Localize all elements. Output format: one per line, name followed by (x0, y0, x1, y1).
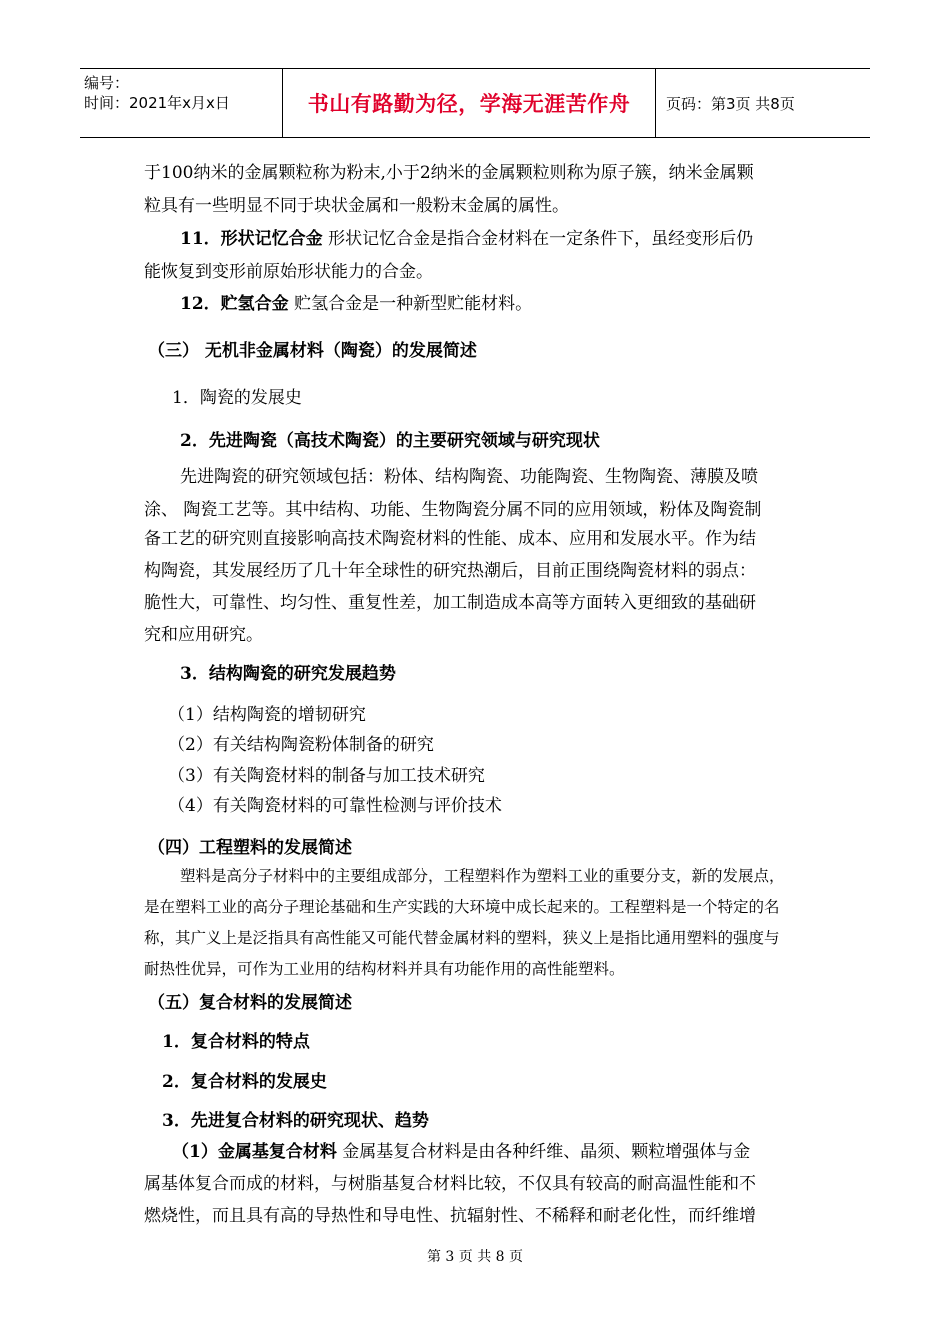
body-line: 耐热性优异，可作为工业用的结构材料并具有功能作用的高性能塑料。 (144, 960, 625, 978)
body-line: 粒具有一些明显不同于块状金属和一般粉末金属的属性。 (144, 196, 569, 216)
number-label: 编号： (84, 74, 130, 92)
item-metal-matrix (172, 1137, 750, 1162)
body-line: 于100纳米的金属颗粒称为粉末,小于2纳米的金属颗粒则称为原子簇，纳米金属颗 (144, 163, 754, 183)
header-motto: 书山有路勤为径，学海无涯苦作舟 (282, 69, 656, 137)
page-footer: 第 3 页 共 8 页 (426, 1249, 524, 1265)
body-line: 能恢复到变形前原始形状能力的合金。 (144, 262, 433, 282)
list-item: （2）有关结构陶瓷粉体制备的研究 (168, 735, 434, 755)
item-12 (180, 289, 532, 314)
header-page-code: 页码：第3页 共8页 (666, 94, 795, 113)
subheading: 2．复合材料的发展史 (162, 1072, 327, 1092)
item-text: 贮氢合金是一种新型贮能材料。 (288, 294, 533, 314)
item-heading: 12．贮氢合金 (180, 294, 289, 314)
body-line: 属基体复合而成的材料，与树脂基复合材料比较，不仅具有较高的耐高温性能和不 (144, 1174, 756, 1194)
item-11 (180, 224, 753, 249)
body-line: 称，其广义上是泛指具有高性能又可能代替金属材料的塑料，狭义上是指比通用塑料的强度与 (144, 929, 780, 947)
body-line: 脆性大，可靠性、均匀性、重复性差，加工制造成本高等方面转入更细致的基础研 (144, 593, 756, 613)
body-line: 涂、 陶瓷工艺等。其中结构、功能、生物陶瓷分属不同的应用领域，粉体及陶瓷制 (144, 500, 762, 520)
subheading: 1．复合材料的特点 (162, 1032, 310, 1052)
list-item: （4）有关陶瓷材料的可靠性检测与评价技术 (168, 796, 502, 816)
section-heading: （五）复合材料的发展简述 (148, 993, 352, 1013)
subheading: 3．先进复合材料的研究现状、趋势 (162, 1111, 429, 1131)
header-meta (80, 69, 282, 137)
body-line: 塑料是高分子材料中的主要组成部分，工程塑料作为塑料工业的重要分支，新的发展点， (180, 867, 785, 885)
item-text: 形状记忆合金是指合金材料在一定条件下，虽经变形后仍 (322, 229, 754, 249)
subheading: 2．先进陶瓷（高技术陶瓷）的主要研究领域与研究现状 (180, 431, 600, 451)
body-line: 先进陶瓷的研究领域包括：粉体、结构陶瓷、功能陶瓷、生物陶瓷、薄膜及喷 (180, 467, 758, 487)
time-label: 时间：2021年x月x日 (84, 94, 230, 112)
list-item: （3）有关陶瓷材料的制备与加工技术研究 (168, 766, 485, 786)
subheading: 3．结构陶瓷的研究发展趋势 (180, 664, 396, 684)
body-line: 究和应用研究。 (144, 625, 263, 645)
section-heading: （三） 无机非金属材料（陶瓷）的发展简述 (148, 341, 477, 361)
item-text: 金属基复合材料是由各种纤维、晶须、颗粒增强体与金 (336, 1142, 751, 1162)
item-heading: （1）金属基复合材料 (172, 1142, 337, 1162)
header-table (80, 68, 870, 138)
body-line: 备工艺的研究则直接影响高技术陶瓷材料的性能、成本、应用和发展水平。作为结 (144, 529, 756, 549)
body-line: 构陶瓷，其发展经历了几十年全球性的研究热潮后，目前正围绕陶瓷材料的弱点： (144, 561, 756, 581)
subheading: 1．陶瓷的发展史 (172, 388, 302, 408)
list-item: （1）结构陶瓷的增韧研究 (168, 705, 366, 725)
body-line: 燃烧性，而且具有高的导热性和导电性、抗辐射性、不稀释和耐老化性，而纤维增 (144, 1206, 756, 1226)
body-line: 是在塑料工业的高分子理论基础和生产实践的大环境中成长起来的。工程塑料是一个特定的名 (144, 898, 780, 916)
section-heading: （四）工程塑料的发展简述 (148, 838, 352, 858)
item-heading: 11．形状记忆合金 (180, 229, 323, 249)
